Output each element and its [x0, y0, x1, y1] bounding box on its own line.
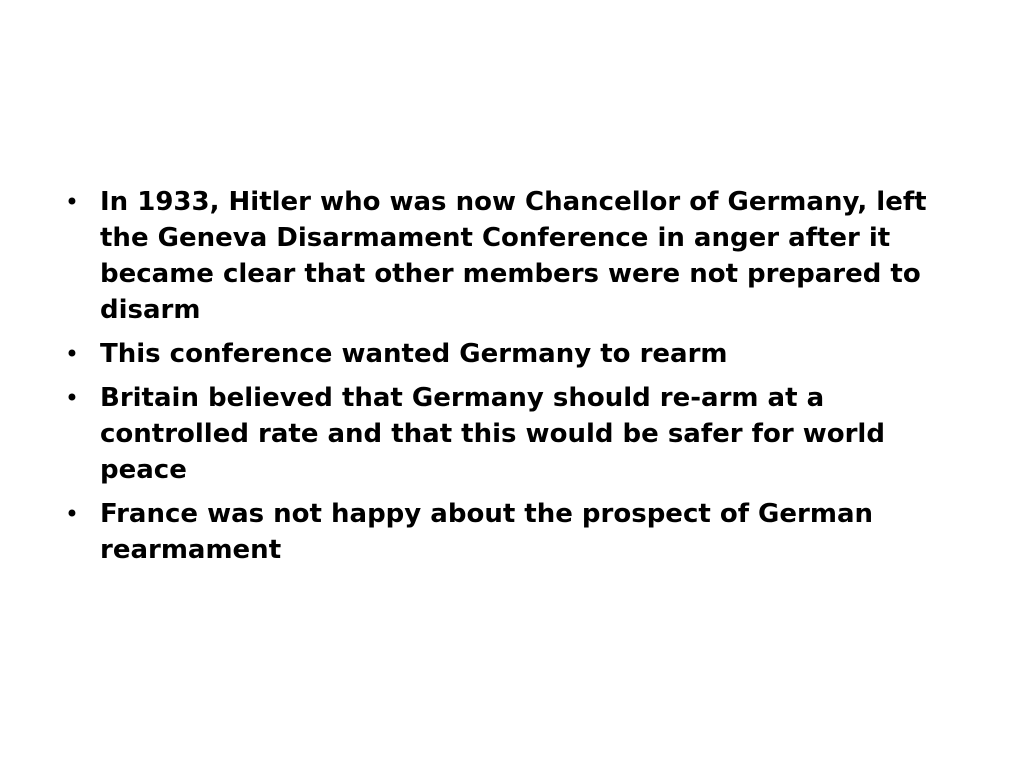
bullet-item-2: [62, 336, 972, 372]
bullet-list: [62, 184, 972, 576]
bullet-point-icon: •: [64, 340, 80, 368]
bullet-item-3: [62, 380, 972, 488]
bullet-point-icon: •: [64, 188, 80, 216]
bullet-text: In 1933, Hitler who was now Chancellor of Germany, left the Geneva Disarmament Conference in anger after it became clear that other members were not prepared to disarm: [100, 187, 927, 325]
bullet-text: This conference wanted Germany to rearm: [100, 339, 728, 369]
bullet-item-1: [62, 184, 972, 328]
bullet-item-4: [62, 496, 972, 568]
bullet-text: France was not happy about the prospect of German rearmament: [100, 499, 874, 565]
bullet-point-icon: •: [64, 384, 80, 412]
bullet-point-icon: •: [64, 500, 80, 528]
bullet-text: Britain believed that Germany should re-arm at a controlled rate and that this would be safer for world peace: [100, 383, 885, 485]
